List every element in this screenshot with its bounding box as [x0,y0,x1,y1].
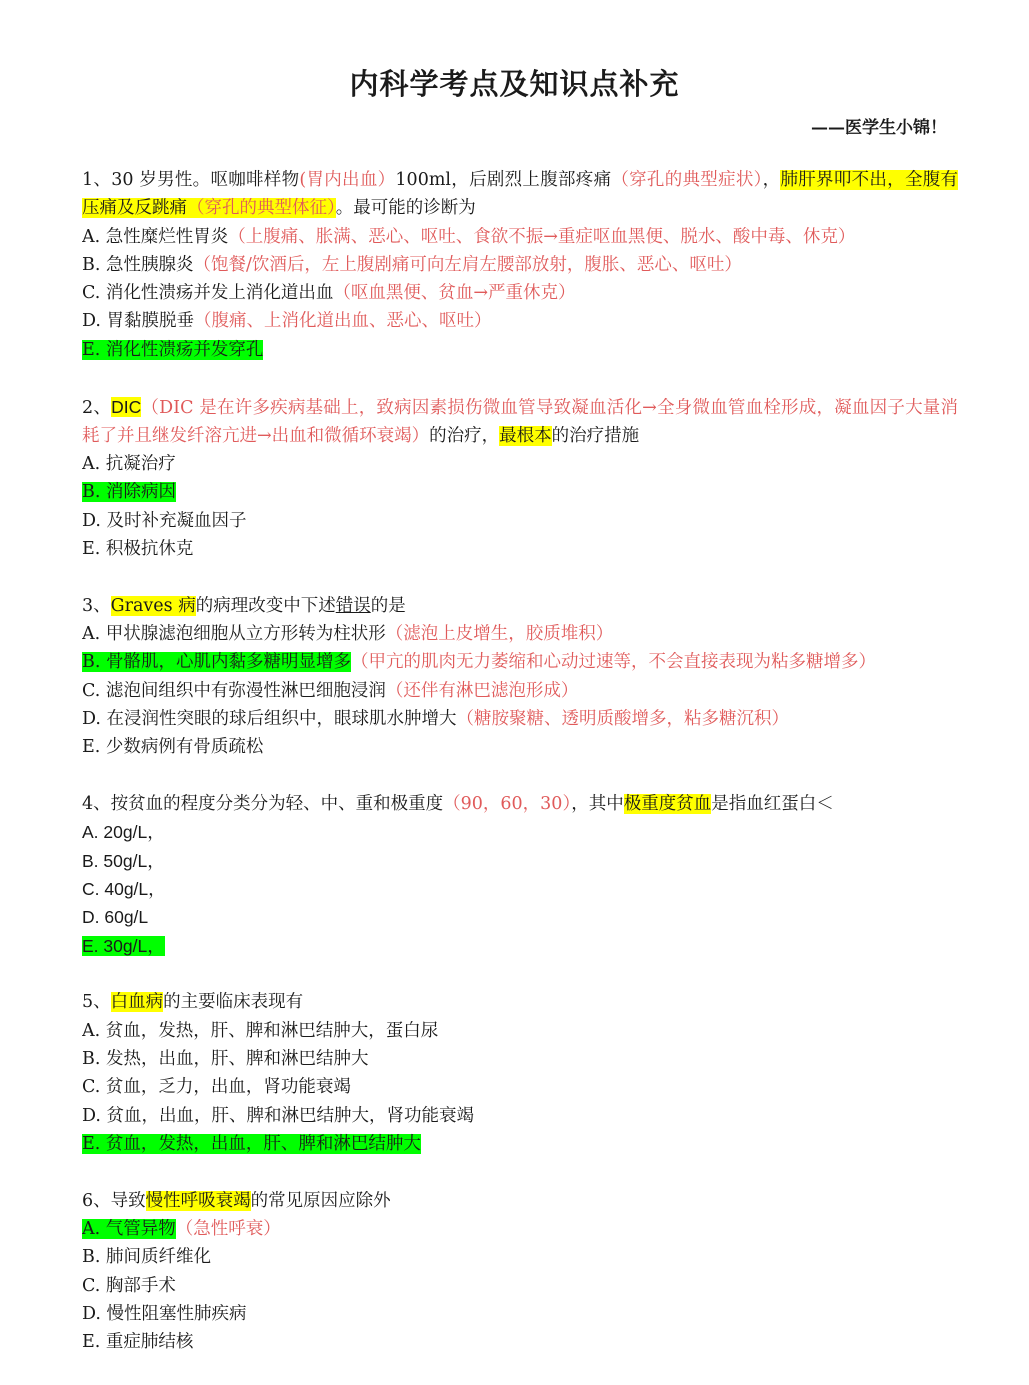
option-b [82,251,958,279]
option-note: （糖胺聚糖、透明质酸增多，粘多糖沉积） [456,709,790,730]
option-b: B. 50g/L， [82,850,165,871]
question-3-stem [82,592,958,620]
stem-text: 2、 [82,397,112,418]
option-text: C. 滤泡间组织中有弥漫性淋巴细胞浸润 [82,680,386,701]
option-note: （腹痛、上消化道出血、恶心、呕吐） [194,311,492,332]
question-6 [82,1187,958,1357]
option-a-answer [82,1215,958,1243]
stem-highlight-note: （穿孔的典型体征） [187,198,336,219]
question-5 [82,988,958,1158]
option-note: （饱餐/饮酒后，左上腹剧痛可向左肩左腰部放射，腹胀、恶心、呕吐） [193,254,742,275]
stem-text: 。最可能的诊断为 [335,198,476,219]
question-4-stem [82,790,958,818]
option-b-answer [82,648,958,676]
correct-answer: B. 骨骼肌，心肌内黏多糖明显增多 [82,652,351,673]
stem-text: 的治疗措施 [551,425,640,446]
stem-text: 100ml，后剧烈上腹部疼痛 [395,170,612,190]
option-text: A. 甲状腺滤泡细胞从立方形转为柱状形 [82,624,386,645]
question-2-stem [82,393,958,451]
question-1-stem [82,166,958,223]
stem-text: 的主要临床表现有 [163,992,304,1013]
stem-highlight: Graves 病 [110,595,196,616]
option-text: E. 积极抗休克 [82,539,194,560]
option-note: （甲亢的肌肉无力萎缩和心动过速等，不会直接表现为粘多糖增多） [351,652,876,673]
option-text: B. 急性胰腺炎 [82,254,194,275]
option-a [82,223,958,251]
option-text: C. 消化性溃疡并发上消化道出血 [82,283,334,304]
question-6-stem [82,1187,958,1215]
correct-answer: A. 气管异物 [82,1219,176,1239]
stem-text: 4、按贫血的程度分类分为轻、中、重和极重度 [82,794,444,815]
option-a [82,450,958,478]
option-e-answer [82,1130,958,1158]
stem-text: 的是 [370,595,406,616]
option-text: A. 急性糜烂性胃炎 [82,226,229,247]
stem-highlight: DIC [111,396,142,417]
page-title: 内科学考点及知识点补充 [349,67,680,101]
stem-text: ， [762,170,781,190]
question-5-stem [82,988,958,1016]
option-c: C. 贫血，乏力，出血，肾功能衰竭 [82,1077,351,1098]
stem-text: 是指血红蛋白＜ [711,794,834,815]
option-d: D. 贫血，出血，肝、脾和淋巴结肿大，肾功能衰竭 [82,1105,475,1126]
author-signature: ——医学生小锦！ [811,118,947,138]
option-d: D. 慢性阻塞性肺疾病 [82,1303,247,1324]
stem-note: （穿孔的典型症状） [611,170,763,190]
document-body [82,166,958,1385]
option-b: B. 肺间质纤维化 [82,1247,211,1268]
option-d: D. 60g/L [82,907,149,928]
stem-text: 6、导致 [82,1190,146,1211]
correct-answer: B. 消除病因 [82,482,176,503]
option-c [82,279,958,307]
option-e: E. 重症肺结核 [82,1332,194,1353]
option-text: A. 抗凝治疗 [82,454,176,475]
stem-text: 的治疗， [429,425,500,446]
option-text: E. 少数病例有骨质疏松 [82,737,264,758]
stem-note: (胃内出血） [299,170,396,190]
option-note: （急性呼衰） [175,1219,281,1239]
option-e-answer [82,932,958,960]
correct-answer: E. 贫血，发热，出血，肝、脾和淋巴结肿大 [82,1133,421,1154]
option-text: D. 胃黏膜脱垂 [82,311,195,332]
stem-highlight: 肺肝界叩不出，全腹有压痛及反跳痛 [82,170,958,219]
stem-note: （90，60，30） [443,794,572,815]
stem-note: （DIC 是在许多疾病基础上，致病因素损伤微血管导致凝血活化→全身微血管血栓形成，凝血因子大量消耗了并且继发纤溶亢进→出血和微循环衰竭） [82,397,958,446]
option-b-answer [82,478,958,506]
option-a: A. 贫血，发热，肝、脾和淋巴结肿大，蛋白尿 [82,1020,439,1041]
stem-underline: 错误 [335,595,371,616]
option-e [82,535,958,563]
option-a: A. 20g/L， [82,822,165,843]
stem-text: 的常见原因应除外 [250,1190,391,1211]
stem-text: 的病理改变中下述 [195,595,336,616]
stem-text: 5、 [82,992,111,1013]
option-e [82,733,958,761]
option-d [82,307,958,335]
option-note: （还伴有淋巴滤泡形成） [385,680,579,701]
stem-highlight: 极重度贫血 [623,794,712,815]
question-1 [82,166,958,364]
option-note: （上腹痛、胀满、恶心、呕吐、食欲不振→重症呕血黑便、脱水、酸中毒、休克） [228,226,856,247]
stem-text: 1、30 岁男性。呕咖啡样物 [82,170,300,190]
option-b: B. 发热，出血，肝、脾和淋巴结肿大 [82,1049,369,1070]
stem-highlight: 白血病 [110,992,164,1013]
stem-text: ，其中 [571,794,624,815]
option-c: C. 胸部手术 [82,1275,176,1296]
option-text: D. 及时补充凝血因子 [82,510,247,531]
option-note: （呕血黑便、贫血→严重休克） [333,283,576,304]
question-2 [82,393,958,564]
option-note: （滤泡上皮增生，胶质堆积） [385,624,614,645]
question-3 [82,592,958,762]
stem-highlight: 最根本 [499,425,552,446]
correct-answer: E. 30g/L， [82,935,165,956]
question-4 [82,790,958,960]
stem-highlight: 慢性呼吸衰竭 [145,1190,251,1211]
option-a [82,620,958,648]
option-d [82,507,958,535]
option-c: C. 40g/L， [82,879,166,900]
stem-text: 3、 [82,595,111,616]
option-d [82,705,958,733]
option-c [82,677,958,705]
option-text: D. 在浸润性突眼的球后组织中，眼球肌水肿增大 [82,709,457,730]
correct-answer: E. 消化性溃疡并发穿孔 [82,339,264,360]
option-e-answer [82,336,958,364]
